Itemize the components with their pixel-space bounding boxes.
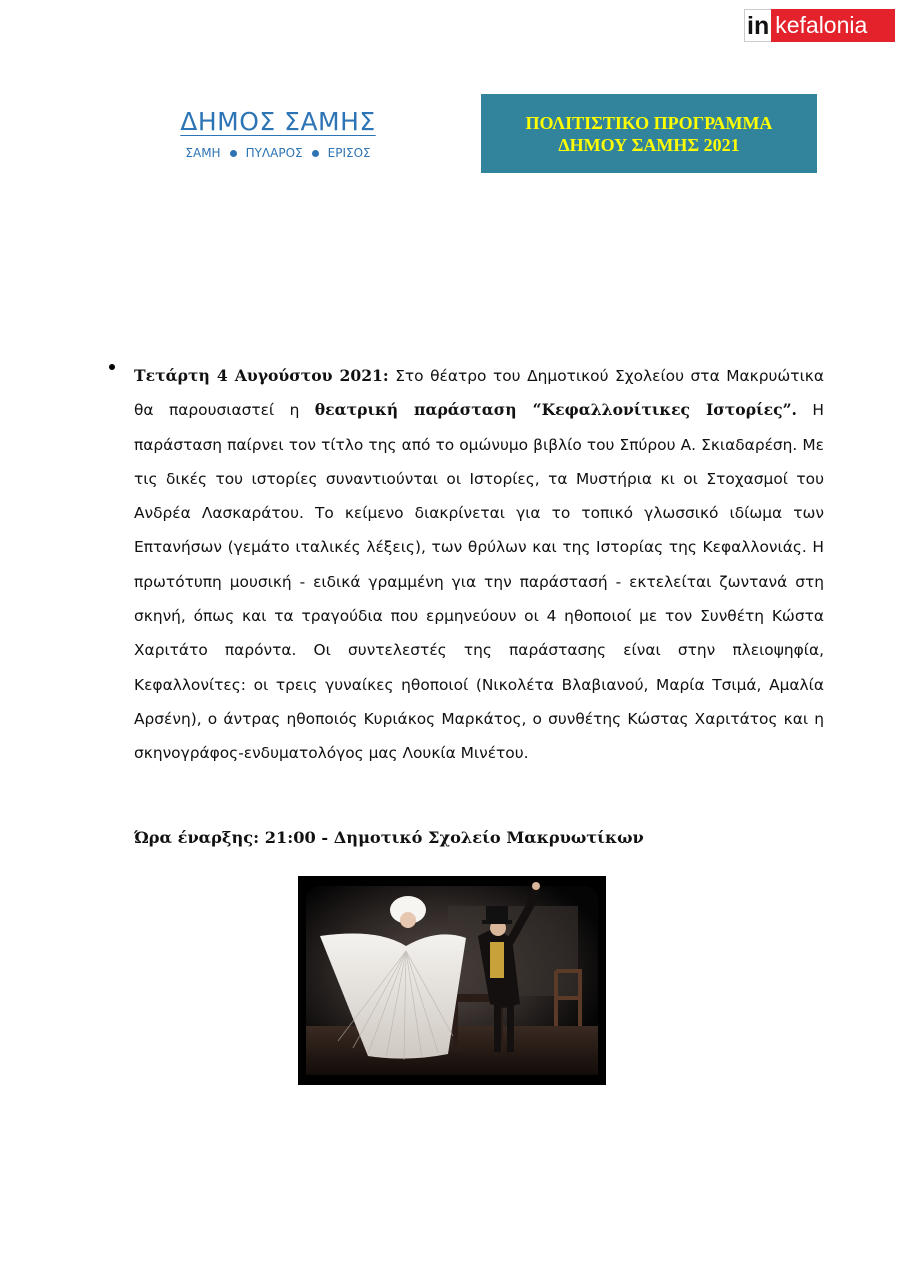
- event-intro: Στο θέατρο του Δημοτικού Σχολείου στα Μακρυώτικα θα παρουσιαστεί η: [134, 367, 824, 420]
- bullet-dot-icon: [312, 150, 319, 157]
- municipality-places: [178, 145, 378, 161]
- event-start-time: Ώρα έναρξης: 21:00 - Δημοτικό Σχολείο Μακρυωτίκων: [134, 828, 644, 847]
- event-title: θεατρική παράσταση “Κεφαλλονίτικες Ιστορίες”.: [314, 400, 797, 420]
- event-entry: [104, 359, 824, 786]
- program-title-line2: ΔΗΜΟΥ ΣΑΜΗΣ 2021: [558, 134, 740, 155]
- program-title-line1: ΠΟΛΙΤΙΣΤΙΚΟ ΠΡΟΓΡΑΜΜΑ: [525, 112, 773, 133]
- place-name: ΕΡΙΣΟΣ: [327, 146, 371, 160]
- performance-illustration: [298, 876, 606, 1085]
- place-name: ΠΥΛΑΡΟΣ: [245, 146, 303, 160]
- bullet-icon: [109, 364, 115, 370]
- inkefalonia-logo[interactable]: [744, 9, 895, 42]
- logo-name: kefalonia: [771, 9, 895, 42]
- municipality-header: [178, 105, 378, 161]
- program-title-box: [481, 94, 817, 173]
- theatre-performance-photo: [298, 876, 606, 1085]
- event-date: Τετάρτη 4 Αυγούστου 2021:: [134, 366, 389, 385]
- bullet-dot-icon: [230, 150, 237, 157]
- municipality-name: ΔΗΜΟΣ ΣΑΜΗΣ: [180, 107, 376, 136]
- event-description: [134, 359, 824, 771]
- place-name: ΣΑΜΗ: [185, 146, 221, 160]
- event-details: Η παράσταση παίρνει τον τίτλο της από το ομώνυμο βιβλίο του Σπύρου Α. Σκιαδαρέση. Με τις δικές του ιστορίες συναντιούνται οι Ιστορίες, τα Μυστήρια κι οι Στοχασμοί του Ανδρέα Λασκαράτου. Το κείμενο διακρίνεται για το τοπικό γλωσσικό ιδίωμα των Επτανήσων (γεμάτο ιταλικές λέξεις), των θρύλων και της Ιστορίας της Κεφαλλονιάς. Η πρωτότυπη μουσική - ειδικά γραμμένη για την παράστασή - εκτελείται ζωντανά στη σκηνή, όπως και τα τραγούδια που ερμηνεύουν οι 4 ηθοποιοί με τον Συνθέτη Κώστα Χαριτάτο παρόντα. Οι συντελεστές της παράστασης είναι στην πλειοψηφία, Κεφαλλονίτες: οι τρεις γυναίκες ηθοποιοί (Νικολέτα Βλαβιανού, Μαρία Τσιμά, Αμαλία Αρσένη), ο άντρας ηθοποιός Κυριάκος Μαρκάτος, ο συνθέτης Κώστας Χαριτάτος και η σκηνογράφος-ενδυματολόγος μας Λουκία Μινέτου.: [134, 401, 824, 763]
- logo-prefix: in: [744, 9, 771, 42]
